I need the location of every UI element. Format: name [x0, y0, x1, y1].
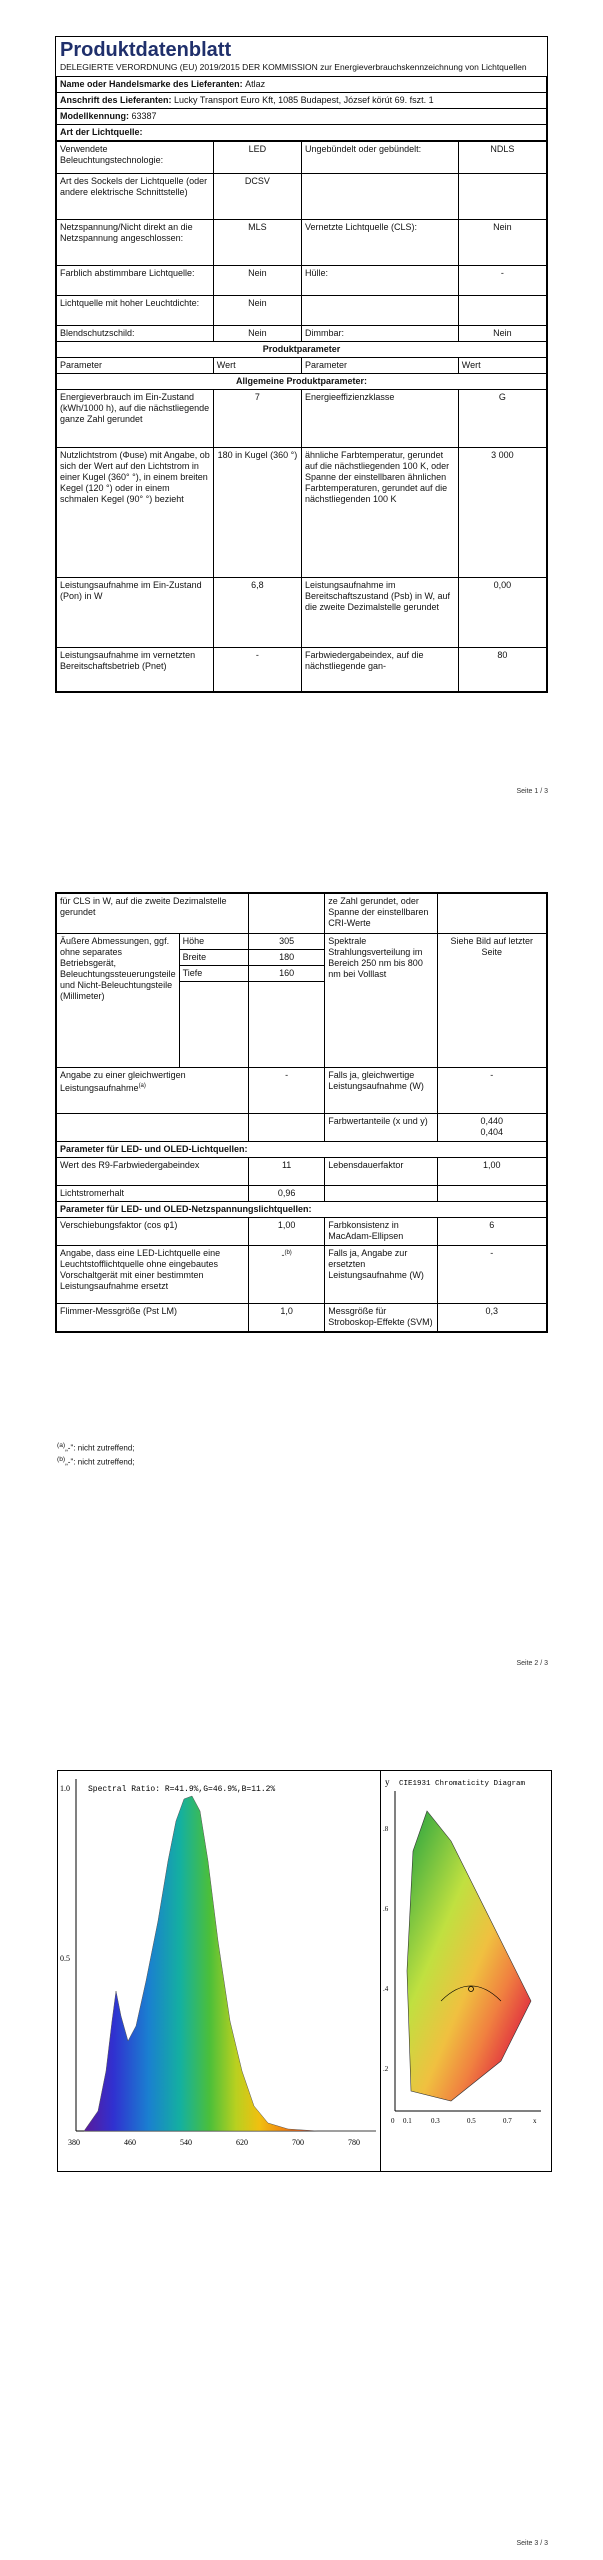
supplier-value: Atlaz [245, 79, 266, 89]
x-tick-label: 780 [348, 2138, 360, 2147]
table-row: Netzspannung/Nicht direkt an die Netzspannung angeschlossen: MLS Vernetzte Lichtquelle (CLS): Nein [57, 220, 547, 266]
spectrum-title: Spectral Ratio: R=41.9%,G=46.9%,B=11.2% [88, 1785, 276, 1794]
table-row: Tiefe 160 [57, 966, 547, 982]
cie-x-tick: 0.7 [503, 2117, 512, 2125]
cie-x-tick: 0 [391, 2117, 395, 2125]
table-row: Nutzlichtstrom (Φuse) mit Angabe, ob sich der Wert auf den Lichtstrom in einer Kugel (360° °), in einem breiten Kegel (120 °) oder in einem schmalen Kegel (90° °) bezieht 180 in Kugel (360 °) ähnliche Farbtemperatur, gerundet auf die nächstliegenden 100 K, oder Spanne der einstellbaren ähnlichen Farbtemperaturen, gerundet auf die nächstliegenden 100 K 3 000 [57, 448, 547, 578]
table-row: Lichtquelle mit hoher Leuchtdichte: Nein [57, 296, 547, 326]
cie-svg [381, 1771, 551, 2171]
x-tick-label: 620 [236, 2138, 248, 2147]
spectrum-svg [58, 1771, 380, 2171]
model-row: Modellkennung: 63387 [57, 109, 547, 125]
table-row: Flimmer-Messgröße (Pst LM) 1,0 Messgröße für Stroboskop-Effekte (SVM) 0,3 [57, 1304, 547, 1332]
params-table-continued [56, 893, 547, 1332]
page-title: Produktdatenblatt [60, 39, 232, 61]
x-tick-label: 700 [292, 2138, 304, 2147]
cie-x-tick: 0.1 [403, 2117, 412, 2125]
table-row: Verwendete Beleuchtungstechnologie: LED Ungebündelt oder gebündelt: NDLS [57, 142, 547, 174]
general-params-title: Allgemeine Produktparameter: [57, 374, 547, 390]
datasheet-box-page-1 [55, 36, 548, 693]
cie-diagram [380, 1770, 552, 2172]
cie-y-tick: .8 [383, 1825, 389, 1833]
table-row: Verschiebungsfaktor (cos φ1) 1,00 Farbkonsistenz in MacAdam-Ellipsen 6 [57, 1218, 547, 1246]
product-params-title: Produktparameter [57, 342, 547, 358]
page-3 [0, 1740, 603, 2560]
type-label: Art der Lichtquelle: [57, 125, 547, 141]
cie-x-tick: 0.3 [431, 2117, 440, 2125]
model-value: 63387 [131, 111, 157, 121]
cie-title: CIE1931 Chromaticity Diagram [399, 1780, 526, 1788]
type-table [56, 141, 547, 692]
table-row: Breite 180 [57, 950, 547, 966]
table-row: Äußere Abmessungen, ggf. ohne separates Betriebsgerät, Beleuchtungssteuerungsteile und Nicht-Beleuchtungsteile (Millimeter) Höhe 305 Spektrale Strahlungsverteilung im Bereich 250 nm bis 800 nm bei Volllast Siehe Bild auf letzter Seite [57, 934, 547, 950]
cie-y-tick: .6 [383, 1905, 389, 1913]
footnote-b: $^{(b)}$„-": nicht zutreffend; [57, 1456, 135, 1467]
x-tick-label: 460 [124, 2138, 136, 2147]
table-row: für CLS in W, auf die zweite Dezimalstelle gerundet ze Zahl gerundet, oder Spanne der einstellbaren CRI-Werte [57, 894, 547, 934]
address-row: Anschrift des Lieferanten: Lucky Transport Euro Kft, 1085 Budapest, József körút 69. fszt. 1 [57, 93, 547, 109]
cie-x-tick: 0.5 [467, 2117, 476, 2125]
table-row: Angabe zu einer gleichwertigen Leistungsaufnahme$^{(a)}$ - Falls ja, gleichwertige Leistungsaufnahme (W) - [57, 1068, 547, 1114]
header-table [56, 76, 547, 141]
page-number: Seite 2 / 3 [516, 1660, 548, 1667]
cie-x-tick: x [533, 2117, 537, 2125]
led-params-title: Parameter für LED- und OLED-Lichtquellen: [57, 1142, 547, 1158]
table-row: Farblich abstimmbare Lichtquelle: Nein Hülle: - [57, 266, 547, 296]
cie-y-tick: .4 [383, 1985, 389, 1993]
regulation-subtitle: DELEGIERTE VERORDNUNG (EU) 2019/2015 DER KOMMISSION zur Energieverbrauchskennzeichnung von Lichtquellen [60, 62, 527, 72]
cie-y-tick: .2 [383, 2065, 389, 2073]
page-2 [0, 880, 603, 1680]
mains-params-title: Parameter für LED- und OLED-Netzspannungslichtquellen: [57, 1202, 547, 1218]
table-row: Farbwertanteile (x und y) 0,440 0,404 [57, 1114, 547, 1142]
table-row: Leistungsaufnahme im vernetzten Bereitschaftsbetrieb (Pnet) - Farbwiedergabeindex, auf die nächstliegende gan- 80 [57, 648, 547, 692]
params-header-row: Parameter Wert Parameter Wert [57, 358, 547, 374]
table-row: Art des Sockels der Lichtquelle (oder andere elektrische Schnittstelle) DCSV [57, 174, 547, 220]
page-number: Seite 3 / 3 [516, 2540, 548, 2547]
table-row: Leistungsaufnahme im Ein-Zustand (Pon) in W 6,8 Leistungsaufnahme im Bereitschaftszustand (Psb) in W, auf die zweite Dezimalstelle gerundet 0,00 [57, 578, 547, 648]
cie-y-axis-label: y [385, 1777, 390, 1787]
table-row: Energieverbrauch im Ein-Zustand (kWh/1000 h), auf die nächstliegende ganze Zahl gerundet 7 Energieeffizienzklasse G [57, 390, 547, 448]
y-tick-label: 1.0 [60, 1784, 70, 1793]
footnote-a: $^{(a)}$„-": nicht zutreffend; [57, 1442, 135, 1453]
x-tick-label: 380 [68, 2138, 80, 2147]
address-value: Lucky Transport Euro Kft, 1085 Budapest, József körút 69. fszt. 1 [174, 95, 434, 105]
table-row: Blendschutzschild: Nein Dimmbar: Nein [57, 326, 547, 342]
datasheet-box-page-2 [55, 892, 548, 1333]
spectrum-chart [57, 1770, 381, 2172]
table-row: Wert des R9-Farbwiedergabeindex 11 Lebensdauerfaktor 1,00 [57, 1158, 547, 1186]
x-tick-label: 540 [180, 2138, 192, 2147]
table-row: Angabe, dass eine LED-Lichtquelle eine Leuchtstofflichtquelle ohne eingebautes Vorschaltgerät mit einer bestimmten Leistungsaufnahme ersetzt -$^{(b)}$ Falls ja, Angabe zur ersetzten Leistungsaufnahme (W) - [57, 1246, 547, 1304]
page-number: Seite 1 / 3 [516, 788, 548, 795]
page-1 [0, 0, 603, 800]
supplier-row: Name oder Handelsmarke des Lieferanten: Atlaz [57, 77, 547, 93]
table-row: Lichtstromerhalt 0,96 [57, 1186, 547, 1202]
y-tick-label: 0.5 [60, 1954, 70, 1963]
